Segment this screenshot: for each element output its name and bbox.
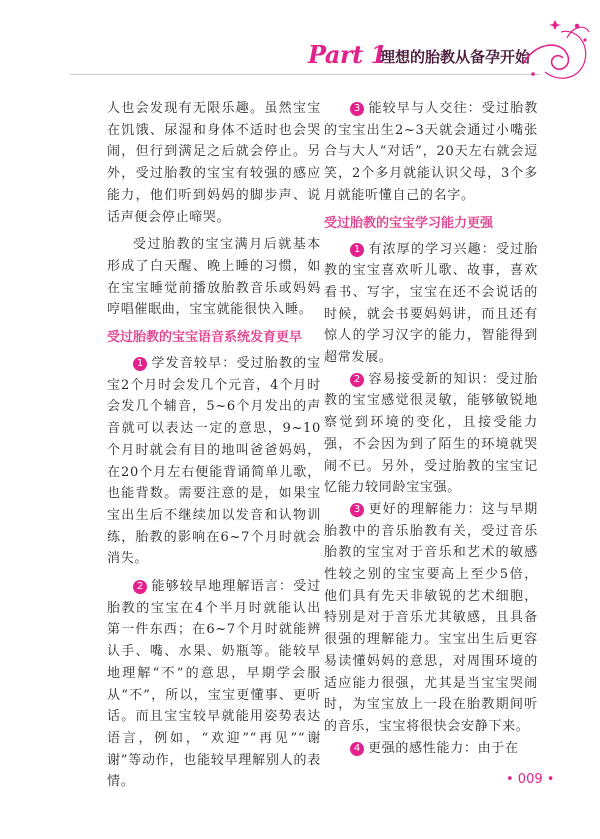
list-item — [324, 738, 538, 760]
list-item — [324, 369, 538, 499]
item-number-badge: 1 — [133, 357, 147, 371]
chapter-title: 理想的胎教从备孕开始 — [380, 48, 531, 66]
list-item-text: 能较早与人交往：受过胎教的宝宝出生2~3天就会通过小嘴张合与大人“对话”，20天左右就会逗笑，2个多月就能认识父母，3个多月就能听懂自己的名字。 — [324, 101, 538, 203]
section-heading: 受过胎教的宝宝语音系统发育更早 — [107, 330, 303, 346]
swirl-ornament-icon — [515, 12, 593, 90]
list-item — [107, 353, 321, 570]
list-item-text: 更好的理解能力：这与早期胎教中的音乐胎教有关，受过音乐胎教的宝宝对于音乐和艺术的敏感性较之别的宝宝要高上至少5倍，他们具有先天非敏锐的艺术细胞，特别是对于音乐尤其敏感，且具备很强的理解能力。宝宝出生后更容易读懂妈妈的意思，对周围环境的适应能力很强，尤其是当宝宝哭闹时，为宝宝放上一段在胎教期间听的音乐，宝宝将很快会安静下来。 — [324, 501, 538, 734]
left-column — [107, 98, 321, 793]
list-item — [324, 98, 538, 207]
page-header — [0, 0, 600, 100]
page-number: • 009 • — [506, 772, 555, 787]
item-number-badge: 2 — [350, 373, 364, 387]
item-number-badge: 4 — [350, 742, 364, 756]
list-item — [324, 239, 538, 369]
item-number-badge: 1 — [350, 243, 364, 257]
right-column — [324, 98, 538, 759]
item-number-badge: 3 — [350, 102, 364, 116]
list-item — [324, 499, 538, 738]
list-item — [107, 576, 321, 793]
list-item-text: 容易接受新的知识：受过胎教的宝宝感觉很灵敏，能够敏锐地察觉到环境的变化，且接受能力强，不会因为到了陌生的环境就哭闹不已。另外，受过胎教的宝宝记忆能力较同龄宝宝强。 — [324, 371, 538, 496]
paragraph: 受过胎教的宝宝满月后就基本形成了白天醒、晚上睡的习惯，如在宝宝睡觉前播放胎教音乐或妈妈哼唱催眠曲，宝宝就能很快入睡。 — [107, 237, 321, 318]
header-rule — [70, 74, 540, 75]
list-item-text: 有浓厚的学习兴趣：受过胎教的宝宝喜欢听儿歌、故事，喜欢看书、写字，宝宝在还不会说话的时候，就会书要妈妈讲，而且还有惊人的学习汉字的能力，智能得到超常发展。 — [324, 241, 538, 366]
item-number-badge: 2 — [133, 580, 147, 594]
item-number-badge: 3 — [350, 503, 364, 517]
list-item-text: 更强的感性能力：由于在 — [368, 740, 519, 756]
section-heading: 受过胎教的宝宝学习能力更强 — [324, 215, 494, 231]
list-item-text: 能够较早地理解语言：受过胎教的宝宝在4个半月时就能认出第一件东西；在6~7个月时就能辨认手、嘴、水果、奶瓶等。能较早地理解“不”的意思，早期学会服从“不”，所以，宝宝更懂事、更听话。而且宝宝较早就能用姿势表达语言，例如，“欢迎”“再见”“谢谢”等动作，也能较早理解别人的表情。 — [107, 579, 321, 790]
list-item-text: 学发音较早：受过胎教的宝宝2个月时会发几个元音，4个月时会发几个辅音，5~6个月发出的声音就可以表达一定的意思，9~10个月时就会有目的地叫爸爸妈妈，在20个月左右便能背诵简单儿歌，也能背数。需要注意的是，如果宝宝出生后不继续加以发音和认物训练，胎教的影响在6~7个月时就会消失。 — [107, 356, 321, 567]
part-label: Part 1 — [308, 40, 387, 69]
paragraph: 人也会发现有无限乐趣。虽然宝宝在饥饿、尿湿和身体不适时也会哭闹，但行到满足之后就会停止。另外，受过胎教的宝宝有较强的感应能力，他们听到妈妈的脚步声、说话声便会停止啼哭。 — [107, 101, 321, 225]
